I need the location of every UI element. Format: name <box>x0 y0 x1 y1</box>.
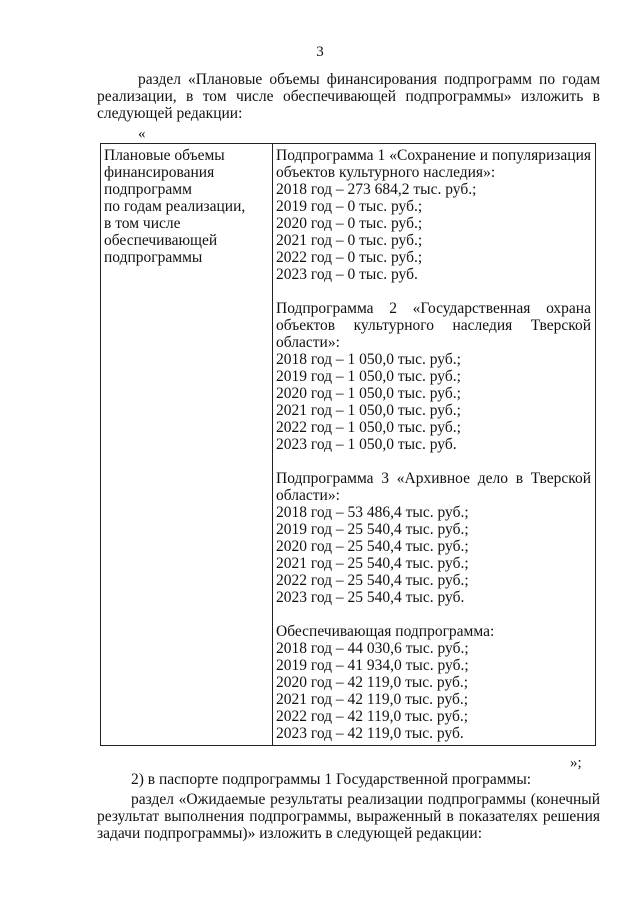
subprogram-1-block <box>276 147 591 283</box>
year-line: 2020 год – 1 050,0 тыс. руб.; <box>276 385 461 402</box>
label-line: подпрограмм <box>104 181 192 198</box>
label-line: финансирования <box>104 164 215 181</box>
subprogram-2-block <box>276 300 591 453</box>
year-line: 2021 год – 1 050,0 тыс. руб.; <box>276 402 461 419</box>
year-line: 2018 год – 44 030,6 тыс. руб.; <box>276 640 469 657</box>
year-line: 2018 год – 53 486,4 тыс. руб.; <box>276 504 469 521</box>
page-number: 3 <box>316 44 324 60</box>
year-line: 2019 год – 1 050,0 тыс. руб.; <box>276 368 461 385</box>
table-label-cell <box>101 144 273 746</box>
year-line: 2018 год – 1 050,0 тыс. руб.; <box>276 351 461 368</box>
year-line: 2020 год – 42 119,0 тыс. руб.; <box>276 674 469 691</box>
closing-quote: »; <box>570 755 582 771</box>
label-line: в том числе <box>104 215 181 232</box>
subprogram-3-block <box>276 470 591 606</box>
label-line: Плановые объемы <box>104 147 225 164</box>
year-line: 2020 год – 0 тыс. руб.; <box>276 215 423 232</box>
intro-paragraph: раздел «Плановые объемы финансирования подпрограмм по годам реализации, в том числе обеспечивающей подпрограммы» изложить в следующей редакции: <box>97 71 600 122</box>
label-line: подпрограммы <box>104 249 203 266</box>
label-line: обеспечивающей <box>104 232 218 249</box>
year-line: 2018 год – 273 684,2 тыс. руб.; <box>276 181 477 198</box>
label-line: по годам реализации, <box>104 198 246 215</box>
financing-table <box>100 143 596 746</box>
year-line: 2021 год – 25 540,4 тыс. руб.; <box>276 555 469 572</box>
year-line: 2020 год – 25 540,4 тыс. руб.; <box>276 538 469 555</box>
year-line: 2023 год – 0 тыс. руб. <box>276 266 418 283</box>
opening-quote: « <box>138 126 146 142</box>
year-line: 2021 год – 0 тыс. руб.; <box>276 232 423 249</box>
year-line: 2019 год – 25 540,4 тыс. руб.; <box>276 521 469 538</box>
year-line: 2022 год – 42 119,0 тыс. руб.; <box>276 708 469 725</box>
year-line: 2022 год – 25 540,4 тыс. руб.; <box>276 572 469 589</box>
section-2-paragraph: раздел «Ожидаемые результаты реализации подпрограммы (конечный результат выполнения подпрограммы, выраженный в показателях решения задачи подпрограммы)» изложить в следующей редакции: <box>97 791 600 842</box>
year-line: 2021 год – 42 119,0 тыс. руб.; <box>276 691 469 708</box>
year-line: 2023 год – 25 540,4 тыс. руб. <box>276 589 465 606</box>
table-values-cell <box>273 144 596 746</box>
subprogram-title: Подпрограмма 1 «Сохранение и популяризация объектов культурного наследия»: <box>276 147 591 181</box>
year-line: 2023 год – 42 119,0 тыс. руб. <box>276 725 464 742</box>
year-line: 2019 год – 41 934,0 тыс. руб.; <box>276 657 469 674</box>
subprogram-title: Обеспечивающая подпрограмма: <box>276 623 495 640</box>
year-line: 2022 год – 0 тыс. руб.; <box>276 249 423 266</box>
item-2-heading: 2) в паспорте подпрограммы 1 Государственной программы: <box>131 771 532 788</box>
subprogram-title: Подпрограмма 3 «Архивное дело в Тверской области»: <box>276 470 591 504</box>
subprogram-title: Подпрограмма 2 «Государственная охрана объектов культурного наследия Тверской области»: <box>276 300 591 351</box>
year-line: 2022 год – 1 050,0 тыс. руб.; <box>276 419 461 436</box>
year-line: 2019 год – 0 тыс. руб.; <box>276 198 423 215</box>
table-row <box>101 144 596 746</box>
supporting-subprogram-block <box>276 623 591 742</box>
year-line: 2023 год – 1 050,0 тыс. руб. <box>276 436 457 453</box>
